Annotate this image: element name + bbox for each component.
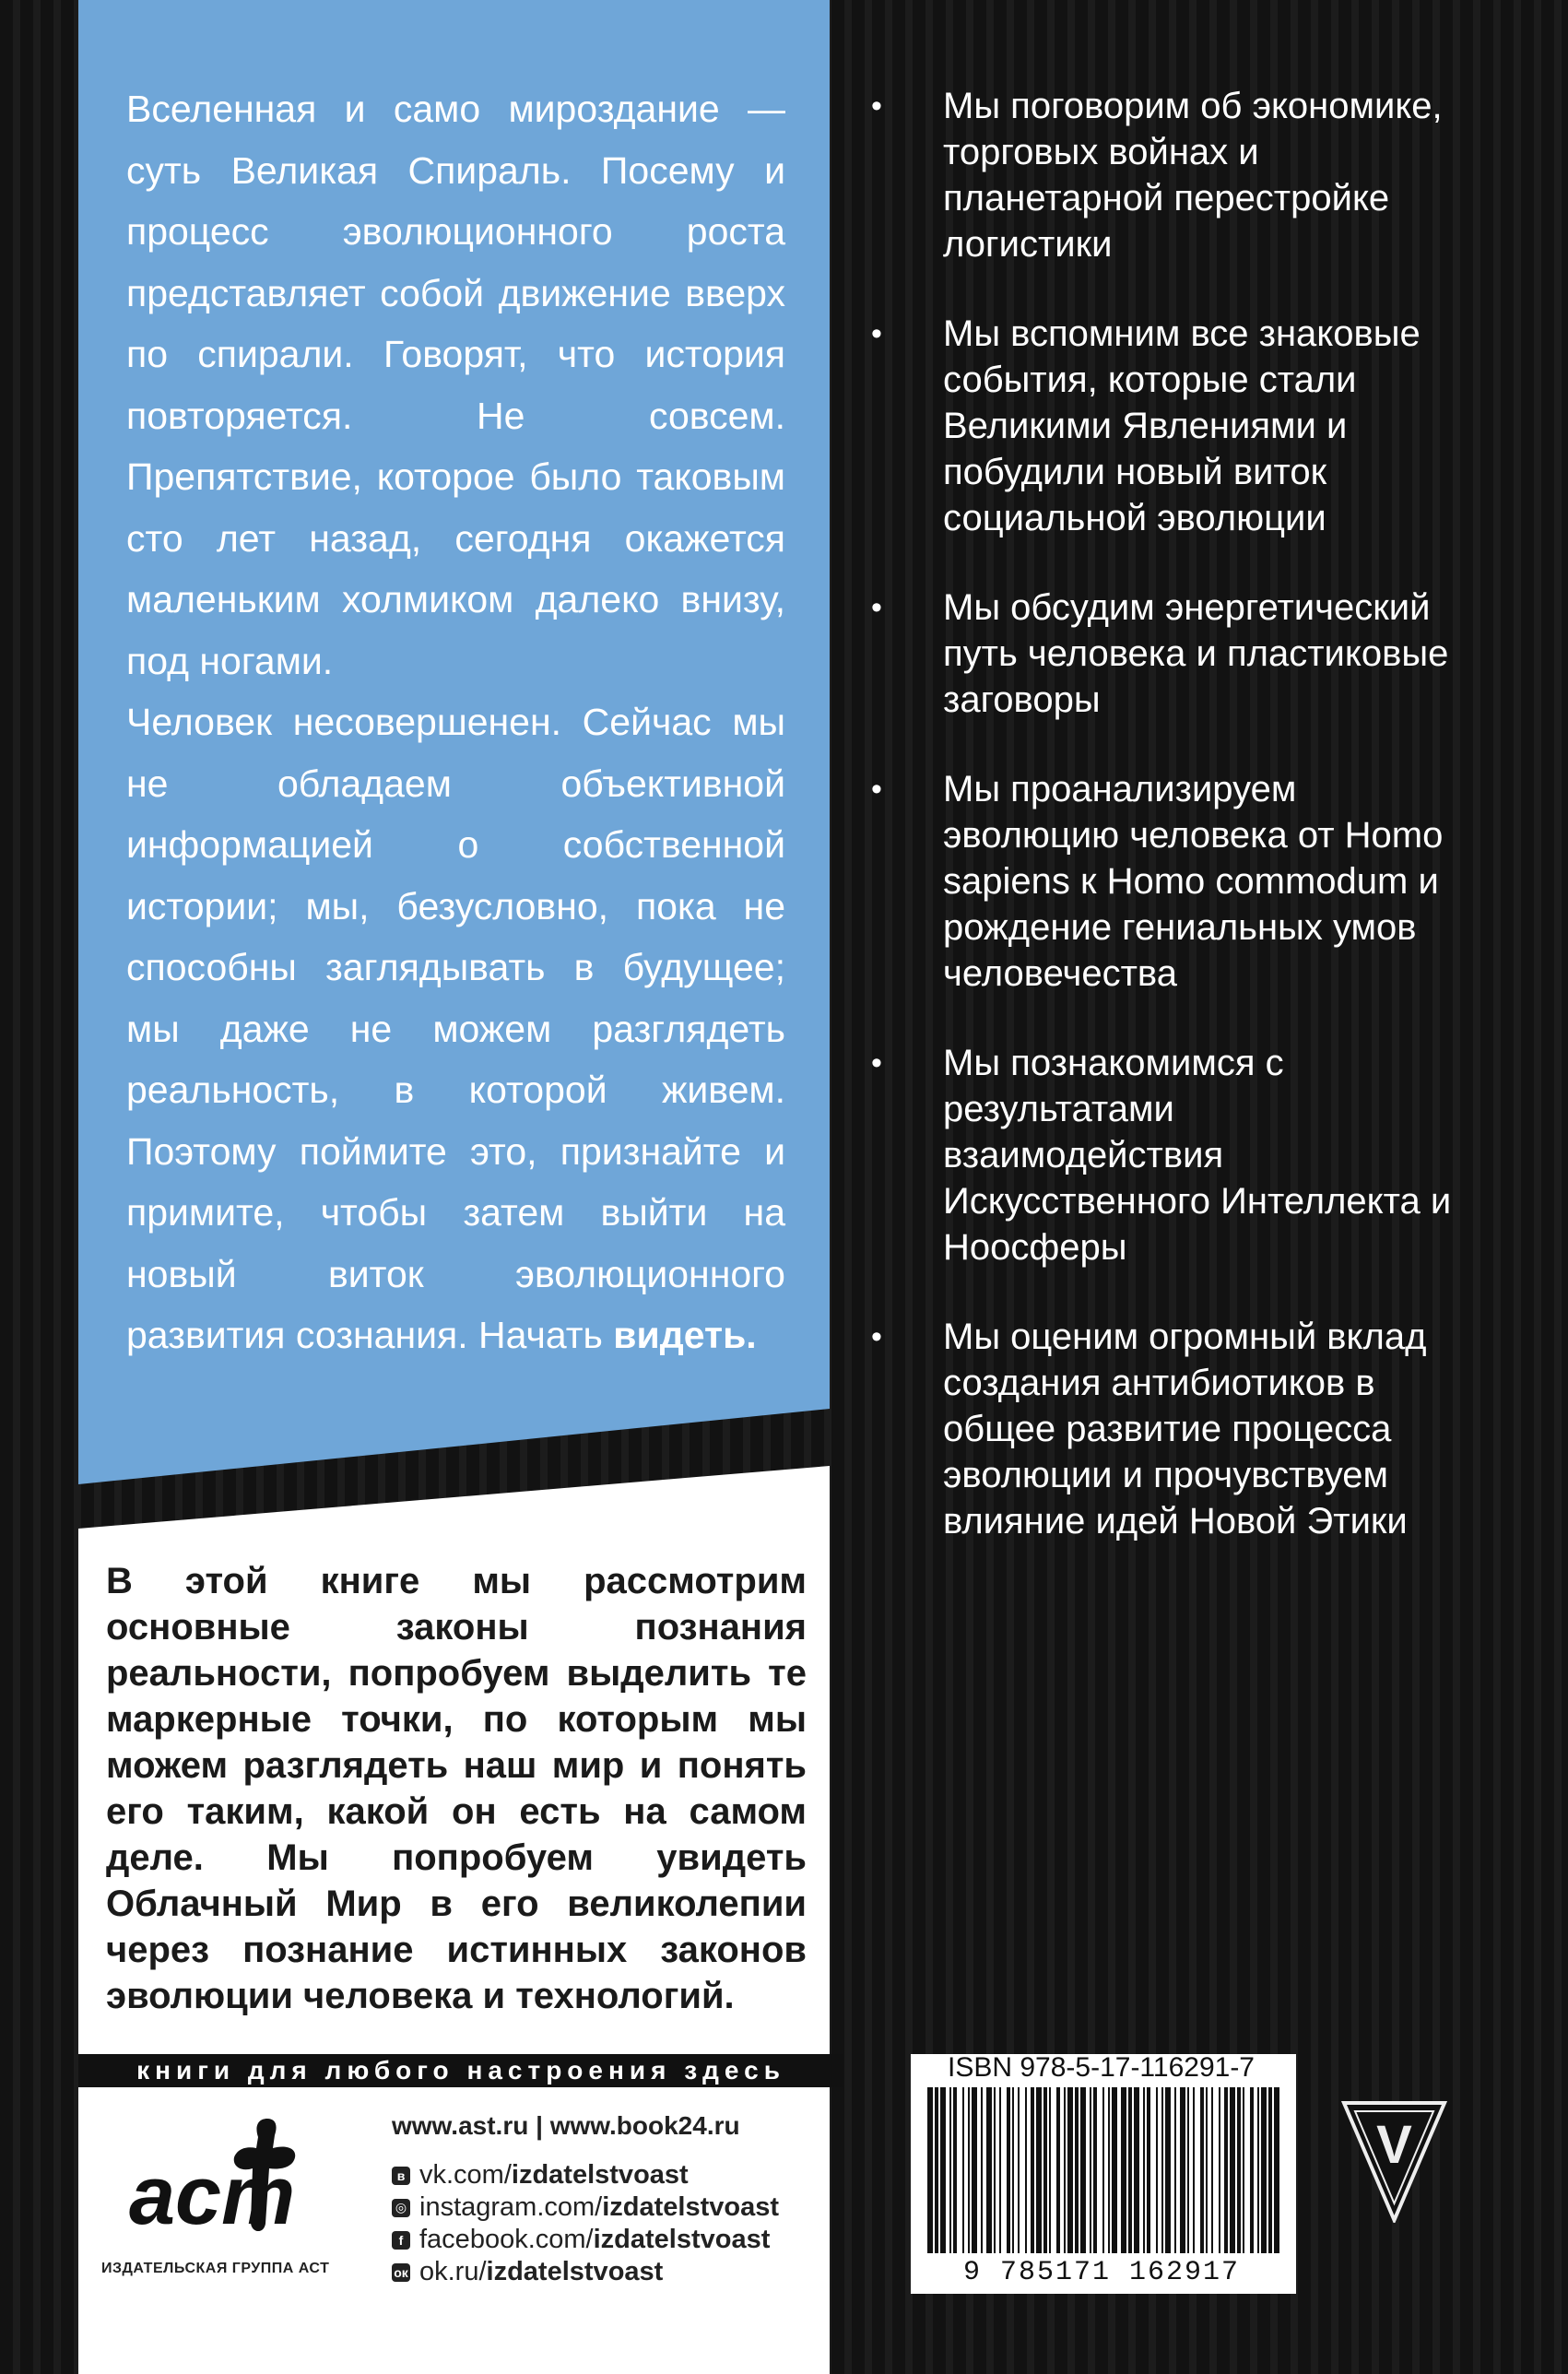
barcode-bar: [1043, 2087, 1047, 2253]
barcode-bar: [927, 2087, 933, 2253]
bullet-dot: •: [871, 316, 882, 351]
bullet-dot: •: [871, 590, 882, 625]
barcode-bar: [940, 2087, 946, 2253]
barcode-bar: [1257, 2087, 1259, 2253]
barcode-bar: [1237, 2087, 1241, 2253]
barcode-bar: [1243, 2087, 1244, 2253]
barcode-bar: [1230, 2087, 1235, 2253]
barcode-bar: [999, 2087, 1001, 2253]
barcode-bar: [1080, 2087, 1086, 2253]
instagram-icon: ◎: [392, 2199, 410, 2217]
barcode-bar: [935, 2087, 938, 2253]
intro-text: [126, 78, 785, 1366]
social-handle: izdatelstvoast: [602, 2192, 780, 2222]
barcode-bar: [1224, 2087, 1228, 2253]
barcode-bar: [1108, 2087, 1110, 2253]
isbn-digits: 9 785171 162917: [962, 2257, 1241, 2288]
barcode-bar: [968, 2087, 970, 2253]
barcode-bar: [1112, 2087, 1117, 2253]
book-summary: В этой книге мы рассмотрим основные законы познания реальности, попробуем выделить те маркерные точки, по которым мы можем разглядеть наш мир и понять его таким, какой он есть на самом деле. Мы попробуем увидеть Облачный Мир в его великолепии через познание истинных законов эволюции человека и технологий.: [106, 1561, 807, 2016]
bullet-item: [871, 766, 1461, 997]
bullet-dot: •: [871, 1319, 882, 1354]
barcode-bar: [994, 2087, 996, 2253]
barcode-bar: [1261, 2087, 1267, 2253]
barcode-bar: [1018, 2087, 1020, 2253]
barcode-bar: [1180, 2087, 1185, 2253]
bullet-item: [871, 83, 1461, 267]
barcode-bar: [1075, 2087, 1079, 2253]
bullet-item: [871, 585, 1461, 723]
v-triangle-icon: [1341, 2100, 1447, 2223]
social-prefix: instagram.com/: [419, 2192, 603, 2222]
ast-logo-icon: [129, 2111, 323, 2245]
social-handle: izdatelstvoast: [486, 2257, 664, 2286]
barcode-bar: [1121, 2087, 1126, 2253]
barcode-bar: [1161, 2087, 1163, 2253]
barcode-bar: [962, 2087, 964, 2253]
bullet-text: Мы проанализируем эволюцию человека от Homo sapiens к Homo commodum и рождение гениальных умов человечества: [943, 769, 1444, 994]
barcode-bar: [1007, 2087, 1010, 2253]
barcode-bar: [972, 2087, 977, 2253]
social-links: [392, 2159, 779, 2288]
barcode-bar: [1250, 2087, 1254, 2253]
bullet-text: Мы познакомимся с результатами взаимодействия Искусственного Интеллекта и Ноосферы: [943, 1043, 1452, 1268]
facebook-icon: f: [392, 2231, 410, 2250]
bullet-text: Мы вспомним все знаковые события, которые стали Великими Явлениями и побудили новый виток социальной эволюции: [943, 313, 1421, 538]
bullet-text: Мы оценим огромный вклад создания антибиотиков в общее развитие процесса эволюции и прочувствуем влияние идей Новой Этики: [943, 1317, 1427, 1541]
barcode-bar: [1031, 2087, 1034, 2253]
barcode-bar: [1064, 2087, 1066, 2253]
tagline-banner: книги для любого настроения здесь: [78, 2054, 843, 2087]
social-prefix: ok.ru/: [419, 2257, 487, 2286]
barcode-bar: [1049, 2087, 1051, 2253]
barcode-icon: [925, 2087, 1281, 2253]
social-prefix: facebook.com/: [419, 2225, 594, 2254]
barcode-bar: [1147, 2087, 1150, 2253]
social-handle: izdatelstvoast: [593, 2225, 771, 2254]
social-link-vk[interactable]: [392, 2159, 779, 2191]
barcode-bar: [1211, 2087, 1213, 2253]
barcode-bar: [1128, 2087, 1132, 2253]
barcode-bar: [1200, 2087, 1204, 2253]
intro-emphasis: видеть.: [613, 1314, 757, 1356]
barcode-bar: [1274, 2087, 1279, 2253]
publisher-caption: ИЗДАТЕЛЬСКАЯ ГРУППА АСТ: [101, 2261, 330, 2276]
social-prefix: vk.com/: [419, 2160, 512, 2190]
bullet-item: [871, 311, 1461, 541]
social-link-ok[interactable]: [392, 2256, 779, 2288]
bullet-list: [871, 83, 1461, 1588]
svg-text:V: V: [1376, 2115, 1412, 2175]
bullet-text: Мы поговорим об экономике, торговых войнах и планетарной перестройке логистики: [943, 86, 1443, 265]
barcode-bar: [1156, 2087, 1158, 2253]
barcode-bar: [1219, 2087, 1220, 2253]
bullet-text: Мы обсудим энергетический путь человека и пластиковые заговоры: [943, 587, 1449, 720]
bullet-item: [871, 1314, 1461, 1544]
intro-paragraph-2: [126, 691, 785, 1366]
bullet-item: [871, 1040, 1461, 1270]
barcode-bar: [1093, 2087, 1097, 2253]
bullet-dot: •: [871, 1045, 882, 1081]
barcode-bar: [1036, 2087, 1042, 2253]
vk-icon: в: [392, 2167, 410, 2185]
bullet-dot: •: [871, 89, 882, 124]
social-link-instagram[interactable]: [392, 2191, 779, 2224]
barcode-bar: [1143, 2087, 1145, 2253]
barcode-bar: [1174, 2087, 1176, 2253]
barcode-bar: [1090, 2087, 1091, 2253]
bullet-dot: •: [871, 772, 882, 807]
barcode-bar: [1067, 2087, 1073, 2253]
barcode-bar: [949, 2087, 951, 2253]
social-link-facebook[interactable]: [392, 2224, 779, 2256]
barcode-bar: [986, 2087, 992, 2253]
barcode-bar: [1012, 2087, 1014, 2253]
isbn-label: ISBN 978-5-17-116291-7: [948, 2052, 1255, 2083]
social-handle: izdatelstvoast: [511, 2160, 689, 2190]
intro-paragraph-1: Вселенная и само мироздание — суть Великая Спираль. Посему и процесс эволюционного роста представляет собой движение вверх по спирали. Говорят, что история повторяется. Не совсем. Препятствие, которое было таковым сто лет назад, сегодня окажется маленьким холмиком далеко внизу, под ногами.: [126, 88, 785, 682]
barcode-bar: [1134, 2087, 1139, 2253]
barcode-bar: [1025, 2087, 1027, 2253]
ok-icon: ок: [392, 2263, 410, 2282]
barcode-bar: [1056, 2087, 1060, 2253]
barcode-bar: [1268, 2087, 1272, 2253]
publisher-sites-link[interactable]: www.ast.ru | www.book24.ru: [392, 2111, 740, 2140]
intro-paragraph-2-text: Человек несовершенен. Сейчас мы не обладаем объективной информацией о собственной истории; мы, безусловно, пока не способны заглядывать в будущее; мы даже не можем разглядеть реальность, в которой живем. Поэтому поймите это, признайте и примите, чтобы затем выйти на новый виток эволюционного развития сознания. Начать: [126, 701, 785, 1356]
barcode-bar: [1206, 2087, 1208, 2253]
barcode-bar: [1187, 2087, 1189, 2253]
barcode-bar: [1193, 2087, 1195, 2253]
barcode-bar: [953, 2087, 957, 2253]
barcode-bar: [981, 2087, 983, 2253]
logo-wordmark: аст: [129, 2150, 296, 2242]
barcode-bar: [1102, 2087, 1104, 2253]
barcode-bar: [1165, 2087, 1171, 2253]
